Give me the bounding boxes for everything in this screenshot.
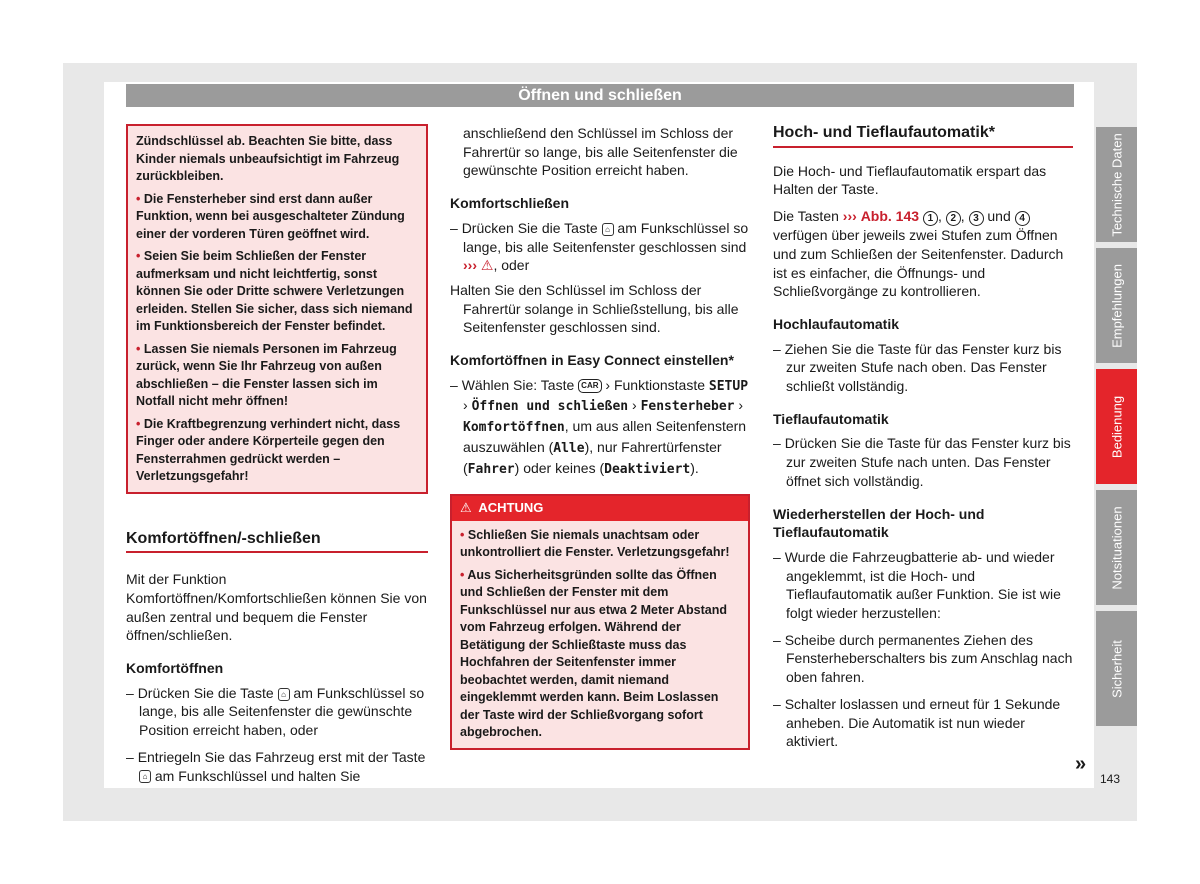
paragraph: Die Tasten ››› Abb. 143 1 , 2 , 3 und 4 verfügen über jeweils zwei Stufen zum Öffnen und zum Schließen der Seitenfenster. Dadurch ist es einfacher, die Öffnungs- und Schließvorgänge zu kontrollieren. xyxy=(773,208,1064,300)
warning-triangle-icon: ⚠ xyxy=(480,257,494,274)
bullet-icon: • xyxy=(460,527,468,542)
list-item: – Drücken Sie die Taste für das Fenster kurz bis zur zweiten Stufe nach unten. Das Fenster öffnet sich vollständig. xyxy=(773,435,1071,489)
list-item: – Wurde die Fahrzeugbatterie ab- und wieder angeklemmt, ist die Hoch- und Tieflaufautomatik außer Funktion. Sie ist wie folgt wieder herzustellen: xyxy=(773,548,1061,622)
warning-intro: Zündschlüssel ab. Beachten Sie bitte, dass Kinder niemals unbeaufsichtigt im Fahrzeug zurückbleiben. xyxy=(136,134,400,183)
section-title: Hoch- und Tieflaufautomatik* xyxy=(773,124,1073,148)
section-title: Komfortöffnen/-schließen xyxy=(126,530,428,554)
caution-body xyxy=(452,521,748,748)
warning-bullet: Die Kraftbegrenzung verhindert nicht, dass Finger oder andere Körperteile gegen den Fensterrahmen gedrückt werden – Verletzungsgefahr! xyxy=(136,416,401,483)
column-1 xyxy=(126,124,428,785)
tab-empfehlungen[interactable]: Empfehlungen xyxy=(1096,248,1137,363)
subheading: Tieflaufautomatik xyxy=(773,410,889,427)
list-item: – Wählen Sie: Taste CAR › Funktionstaste SETUP › Öffnen und schließen › Fensterheber › Komfortöffnen, um aus allen Seitenfenstern auszuwählen (Alle), nur Fahrertürfenster (Fahrer) oder keines (Deaktiviert). xyxy=(450,376,749,477)
paragraph: anschließend den Schlüssel im Schloss der Fahrertür so lange, bis alle Seitenfenster die gewünschte Position erreicht haben. xyxy=(463,125,738,179)
bullet-icon: • xyxy=(136,416,144,431)
list-item: – Drücken Sie die Taste ⌂ am Funkschlüssel so lange, bis alle Seitenfenster geschlossen sind ››› ⚠, oder xyxy=(450,219,749,274)
page-title: Öffnen und schließen xyxy=(126,84,1074,107)
continue-arrow-icon: » xyxy=(1075,753,1087,775)
warning-triangle-icon: ⚠ xyxy=(460,500,472,516)
bullet-icon: • xyxy=(136,191,144,206)
subheading: Komfortöffnen xyxy=(126,660,224,677)
column-3 xyxy=(773,124,1073,751)
column-2 xyxy=(450,124,750,750)
list-item: – Drücken Sie die Taste ⌂ am Funkschlüssel so lange, bis alle Seitenfenster die gewünschte Position erreicht haben, oder xyxy=(126,684,425,739)
bullet-icon: • xyxy=(136,341,144,356)
number-badge: 4 xyxy=(1015,211,1030,226)
bullet-icon: • xyxy=(460,567,468,582)
lock-key-icon: ⌂ xyxy=(602,223,614,236)
warning-box xyxy=(126,124,428,494)
reference-arrow-icon: ››› xyxy=(842,208,857,225)
warning-bullet: Die Fensterheber sind erst dann außer Funktion, wenn bei ausgeschalteter Zündung einer der vorderen Türen geöffnet wird. xyxy=(136,191,405,241)
caution-bullet: Aus Sicherheitsgründen sollte das Öffnen und Schließen der Fenster mit dem Funkschlüssel nur aus etwa 2 Meter Abstand vom Fahrzeug erfolgen. Während der Betätigung der Schließtaste muss das Hochfahren der Seitenfenster immer beobachtet werden, damit niemand eingeklemmt werden kann. Beim Loslassen der Taste wird der Schließvorgang sofort abgebrochen. xyxy=(460,567,727,740)
list-item: – Ziehen Sie die Taste für das Fenster kurz bis zur zweiten Stufe nach oben. Das Fenster schließt vollständig. xyxy=(773,340,1062,395)
list-item: – Scheibe durch permanentes Ziehen des Fensterheberschalters bis zum Anschlag nach oben fahren. xyxy=(773,631,1073,686)
unlock-key-icon: ⌂ xyxy=(278,688,290,701)
tab-bedienung[interactable]: Bedienung xyxy=(1096,369,1137,484)
reference-arrow-icon: ››› xyxy=(463,257,477,274)
warning-bullet: Lassen Sie niemals Personen im Fahrzeug zurück, wenn Sie Ihr Fahrzeug von außen abschließen – die Fenster lassen sich im Notfall nicht mehr öffnen! xyxy=(136,341,397,408)
caution-box xyxy=(450,494,750,750)
number-badge: 2 xyxy=(946,211,961,226)
subheading: Komfortöffnen in Easy Connect einstellen* xyxy=(450,352,734,369)
unlock-key-icon: ⌂ xyxy=(139,770,151,783)
warning-bullet: Seien Sie beim Schließen der Fenster aufmerksam und nicht leichtfertig, sonst können Sie oder Dritte schwere Verletzungen erleiden. Stellen Sie sicher, dass sich niemand im Funktionsbereich der Fenster befindet. xyxy=(136,249,413,333)
page-number: 143 xyxy=(1100,772,1121,786)
section-intro: Die Hoch- und Tieflaufautomatik erspart das Halten der Taste. xyxy=(773,162,1047,198)
car-button-icon: CAR xyxy=(578,379,601,393)
figure-link[interactable]: Abb. 143 xyxy=(860,208,920,225)
section-intro: Mit der Funktion Komfortöffnen/Komfortschließen können Sie von außen zentral und bequem die Fenster öffnen/schließen. xyxy=(126,571,427,644)
list-item: Halten Sie den Schlüssel im Schloss der Fahrertür solange in Schließstellung, bis alle Seitenfenster geschlossen sind. xyxy=(450,281,739,336)
subheading: Komfortschließen xyxy=(450,195,570,212)
list-item: – Schalter loslassen und erneut für 1 Sekunde anheben. Die Automatik ist nun wieder aktiviert. xyxy=(773,695,1061,750)
caution-bullet: Schließen Sie niemals unachtsam oder unkontrolliert die Fenster. Verletzungsgefahr! xyxy=(460,527,730,560)
subheading: Hochlaufautomatik xyxy=(773,315,900,332)
tab-sicherheit[interactable]: Sicherheit xyxy=(1096,611,1137,726)
number-badge: 1 xyxy=(923,211,938,226)
list-item: – Entriegeln Sie das Fahrzeug erst mit der Taste ⌂ am Funkschlüssel und halten Sie xyxy=(126,748,426,784)
caution-header: ⚠ ACHTUNG xyxy=(452,496,748,521)
bullet-icon: • xyxy=(136,249,144,263)
tab-notsituationen[interactable]: Notsituationen xyxy=(1096,490,1137,605)
number-badge: 3 xyxy=(969,211,984,226)
subheading: Wiederherstellen der Hoch- und Tieflaufautomatik xyxy=(773,505,985,541)
tab-technische-daten[interactable]: Technische Daten xyxy=(1096,127,1137,242)
